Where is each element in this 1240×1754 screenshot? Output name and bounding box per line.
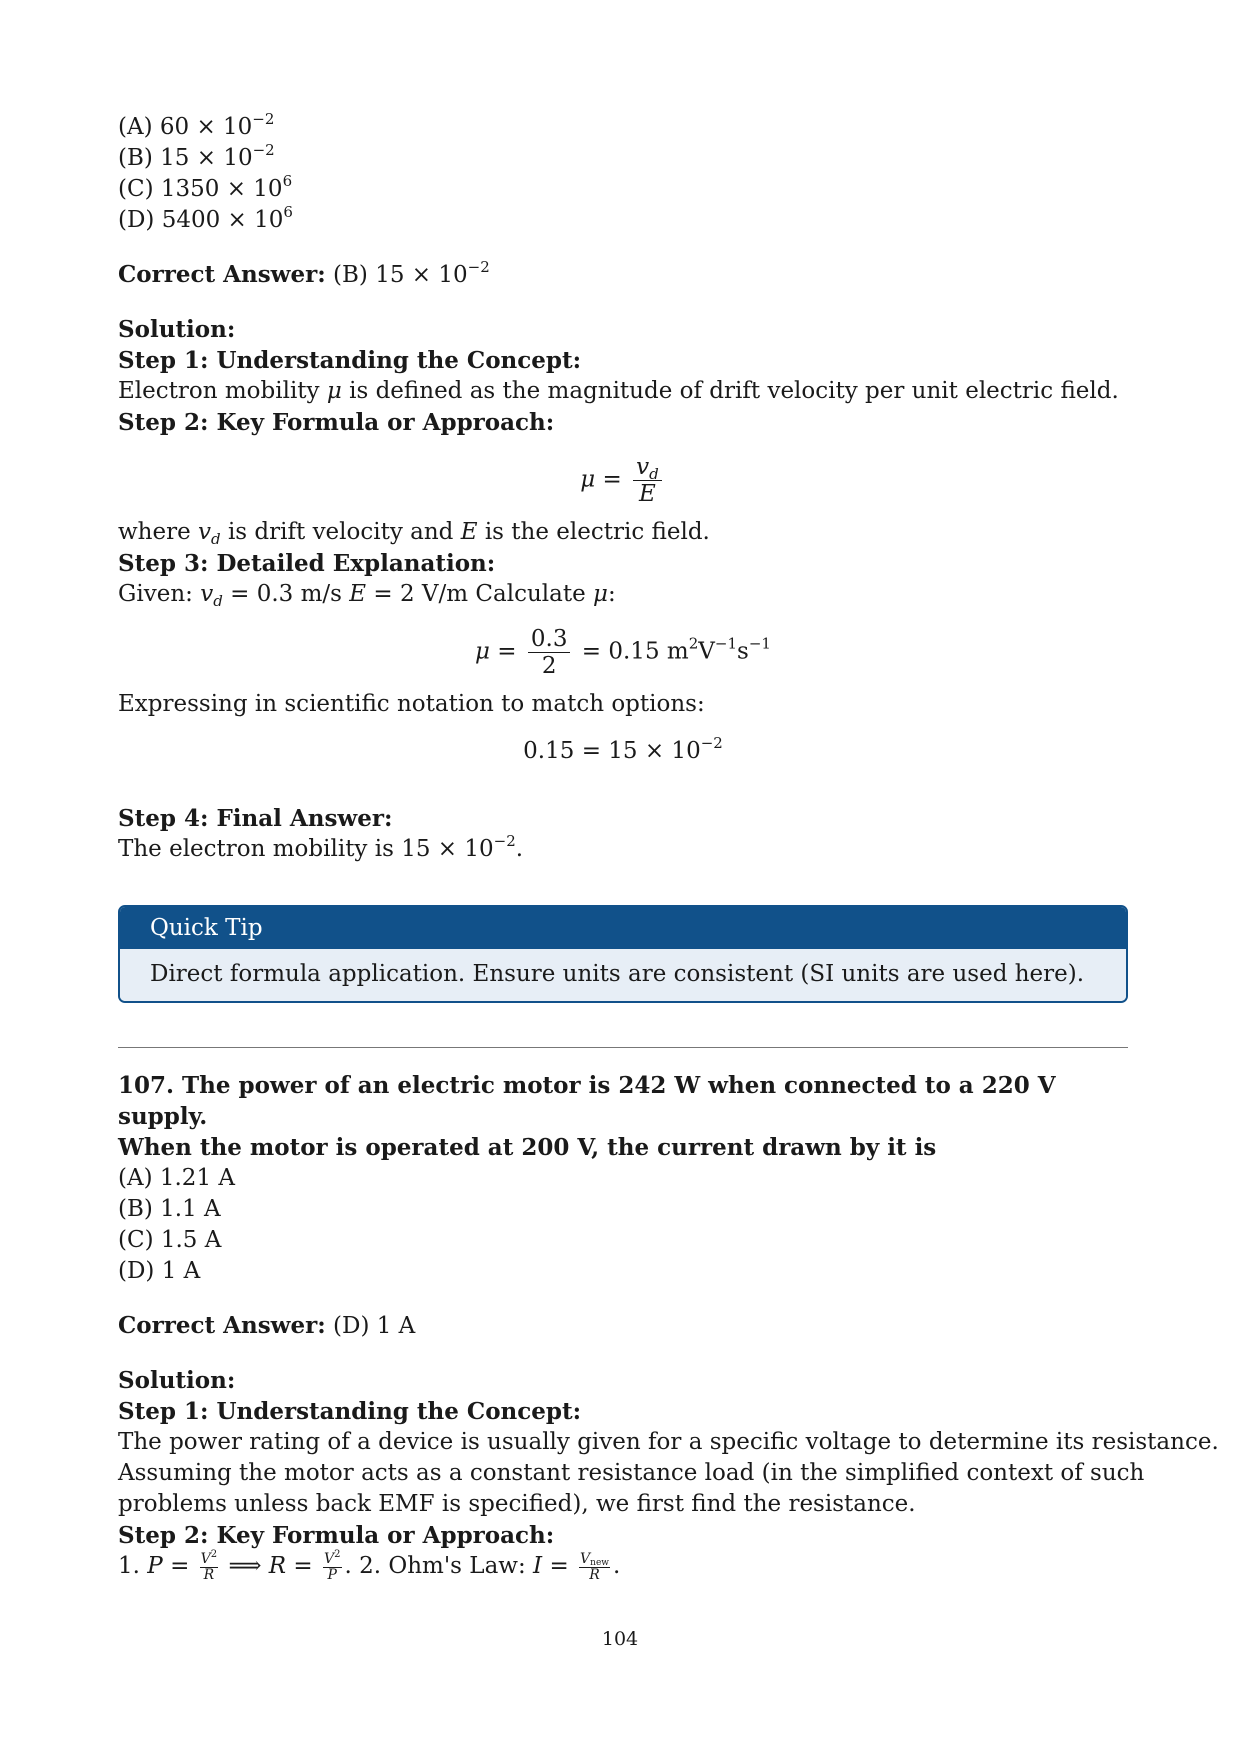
q106-option-b: (B) $15 \times 10^{-2}$ [118,141,275,171]
q106-solution-label: Solution: [118,316,236,343]
q106-option-d: (D) $5400 \times 10^6$ [118,203,293,233]
q106-correct-answer: Correct Answer: (B) $15 \times 10^{-2}$ [118,258,490,288]
scientific-notation-equation: $0.15 = 15 \times 10^{-2}$ [523,734,723,764]
q106-options [118,112,1128,236]
q107-options [118,1163,1128,1287]
quick-tip-body: Direct formula application. Ensure units are consistent (SI units are used here). [120,949,1126,1001]
q107-question: 107. The power of an electric motor is 242 W when connected to a 220 V supply. When the motor is operated at 200 V, the current drawn by it is [118,1072,1056,1161]
mobility-formula: μ = $\frac{v_d}{E}$ [118,454,1128,507]
q106-where-text: where $v_d$ is drift velocity and E is the electric field. [118,519,710,548]
quick-tip-title: Quick Tip [120,907,1126,949]
q107-solution-label: Solution: [118,1367,236,1394]
q107-formulas: 1. P = $\frac{V^2}{R}$ ⟹ R = $\frac{V^2}{P}$ . 2. Ohm's Law: I = $\frac{V_{new}}{R}$ . [118,1548,621,1583]
q106-step3-title: Step 3: Detailed Explanation: [118,550,496,577]
q107-option-c: (C) 1.5 A [118,1227,222,1253]
q106-option-c: (C) $1350 \times 10^6$ [118,172,293,202]
q107-step1-line: The power rating of a device is usually given for a specific voltage to determine its resistance. [118,1429,1219,1455]
q107-step1-line: Assuming the motor acts as a constant resistance load (in the simplified context of such [118,1460,1145,1486]
q106-step2-title: Step 2: Key Formula or Approach: [118,409,555,436]
q106-step4-title: Step 4: Final Answer: [118,805,393,832]
q106-given-text: Given: $v_d = 0.3$ m/s E = 2 V/m Calculate μ: [118,581,616,610]
q106-step1-text: Electron mobility μ is defined as the magnitude of drift velocity per unit electric field. [118,378,1119,404]
q106-scientific-text: Expressing in scientific notation to match options: [118,691,705,717]
q107-option-d: (D) 1 A [118,1258,201,1284]
q107-option-a: (A) 1.21 A [118,1165,235,1191]
q107-step1-title: Step 1: Understanding the Concept: [118,1398,582,1425]
section-divider [118,1047,1128,1048]
quick-tip-box [118,905,1128,1003]
document-page [118,110,1219,1583]
q107-correct-answer: Correct Answer: (D) 1 A [118,1312,416,1339]
page-number: 104 [601,1628,639,1650]
q107-option-b: (B) 1.1 A [118,1196,221,1222]
q106-final-answer: The electron mobility is $15 \times 10^{-2}$. [118,832,524,862]
q106-option-a: (A) $60 \times 10^{-2}$ [118,110,275,140]
q106-step1-title: Step 1: Understanding the Concept: [118,347,582,374]
mobility-calculation: μ = $\frac{0.3}{2}$ = 0.15 $m^2V^{-1}s^{-1}$ [475,626,771,679]
q107-step2-title: Step 2: Key Formula or Approach: [118,1522,555,1549]
q107-step1-line: problems unless back EMF is specified), we first find the resistance. [118,1491,916,1517]
